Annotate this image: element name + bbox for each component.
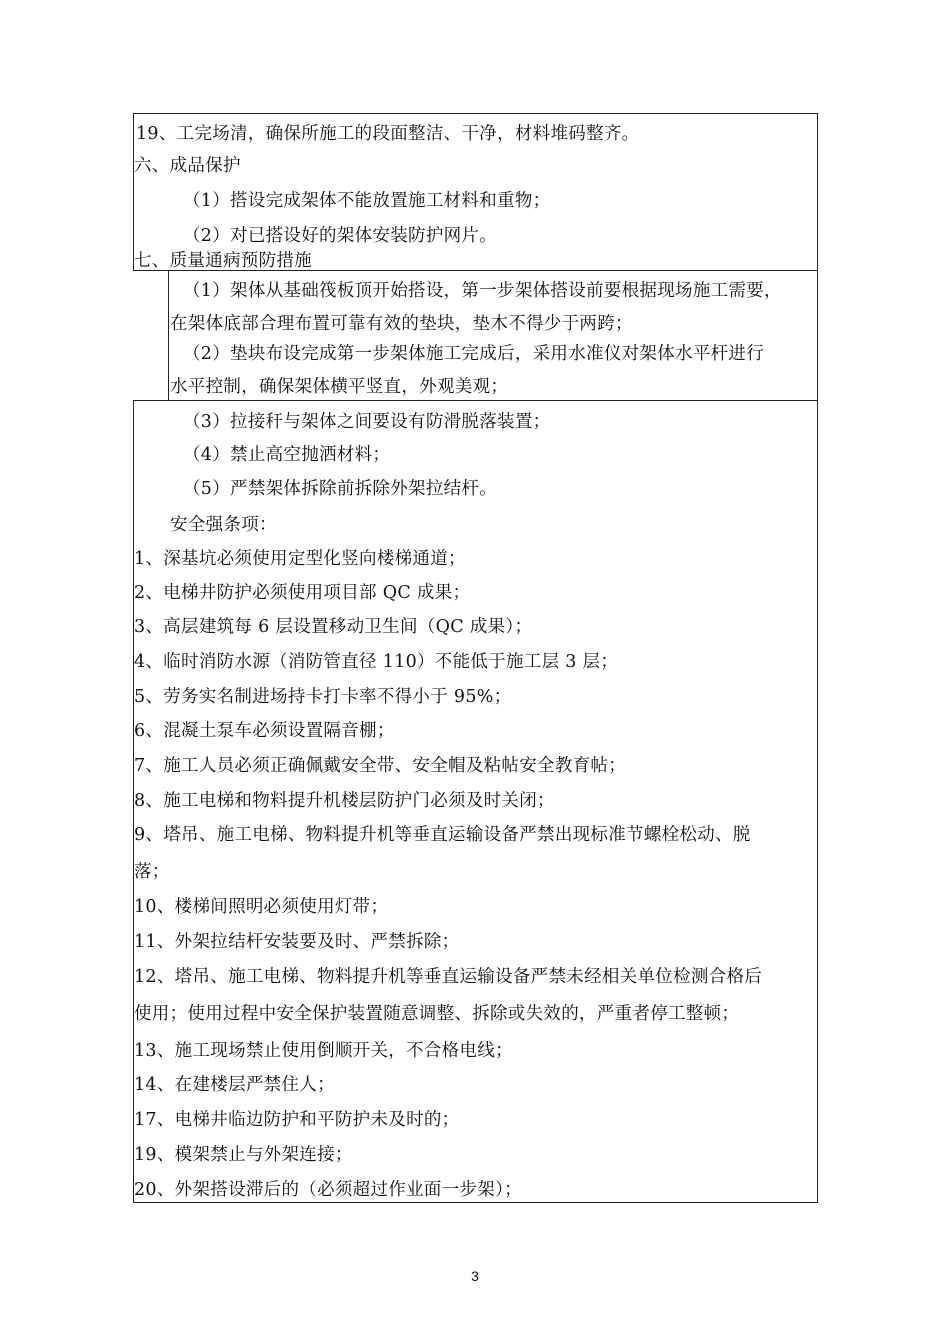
text-line: 19、工完场清，确保所施工的段面整洁、干净，材料堆码整齐。: [136, 124, 640, 144]
list-item: 8、施工电梯和物料提升机楼层防护门必须及时关闭；: [134, 791, 555, 811]
list-item: 11、外架拉结杆安装要及时、严禁拆除；: [134, 932, 460, 952]
subsection-heading: 安全强条项：: [170, 515, 277, 535]
text-line: （1）搭设完成架体不能放置施工材料和重物；: [183, 191, 551, 211]
text-line: （1）架体从基础筏板顶开始搭设，第一步架体搭设前要根据现场施工需要，: [183, 281, 782, 301]
list-item: 12、塔吊、施工电梯、物料提升机等垂直运输设备严禁未经相关单位检测合格后: [134, 967, 763, 987]
list-item: 13、施工现场禁止使用倒顺开关，不合格电线；: [134, 1041, 513, 1061]
list-item: 10、楼梯间照明必须使用灯带；: [134, 897, 389, 917]
list-item-continuation: 使用；使用过程中安全保护装置随意调整、拆除或失效的，严重者停工整顿；: [134, 1004, 740, 1024]
list-item: 19、模架禁止与外架连接；: [134, 1145, 353, 1165]
list-item: 1、深基坑必须使用定型化竖向楼梯通道；: [134, 549, 466, 569]
list-item-continuation: 落；: [134, 862, 170, 882]
list-item: 4、临时消防水源（消防管直径 110）不能低于施工层 3 层；: [134, 652, 619, 672]
text-line: 水平控制，确保架体横平竖直，外观美观；: [170, 377, 509, 397]
text-line: （2）对已搭设好的架体安装防护网片。: [183, 226, 498, 246]
page-number: 3: [471, 1268, 479, 1284]
text-line: （5）严禁架体拆除前拆除外架拉结杆。: [183, 479, 498, 499]
text-line: 在架体底部合理布置可靠有效的垫块，垫木不得少于两跨；: [170, 314, 633, 334]
list-item: 7、施工人员必须正确佩戴安全带、安全帽及粘帖安全教育帖；: [134, 756, 627, 776]
list-item: 14、在建楼层严禁住人；: [134, 1075, 335, 1095]
list-item: 9、塔吊、施工电梯、物料提升机等垂直运输设备严禁出现标准节螺栓松动、脱: [134, 825, 751, 845]
text-line: （2）垫块布设完成第一步架体施工完成后，采用水准仪对架体水平杆进行: [183, 344, 765, 364]
text-line: （3）拉接秆与架体之间要设有防滑脱落装置；: [183, 412, 551, 432]
section-heading: 七、质量通病预防措施: [134, 251, 312, 271]
list-item: 20、外架搭设滞后的（必须超过作业面一步架）；: [134, 1180, 522, 1200]
list-item: 6、混凝土泵车必须设置隔音棚；: [134, 721, 395, 741]
list-item: 3、高层建筑每 6 层设置移动卫生间（QC 成果）；: [134, 617, 533, 637]
text-line: （4）禁止高空抛洒材料；: [183, 445, 391, 465]
list-item: 2、电梯井防护必须使用项目部 QC 成果；: [134, 583, 471, 603]
list-item: 5、劳务实名制进场持卡打卡率不得小于 95%；: [134, 687, 512, 707]
section-heading: 六、成品保护: [134, 156, 241, 176]
list-item: 17、电梯井临边防护和平防护未及时的；: [134, 1110, 460, 1130]
